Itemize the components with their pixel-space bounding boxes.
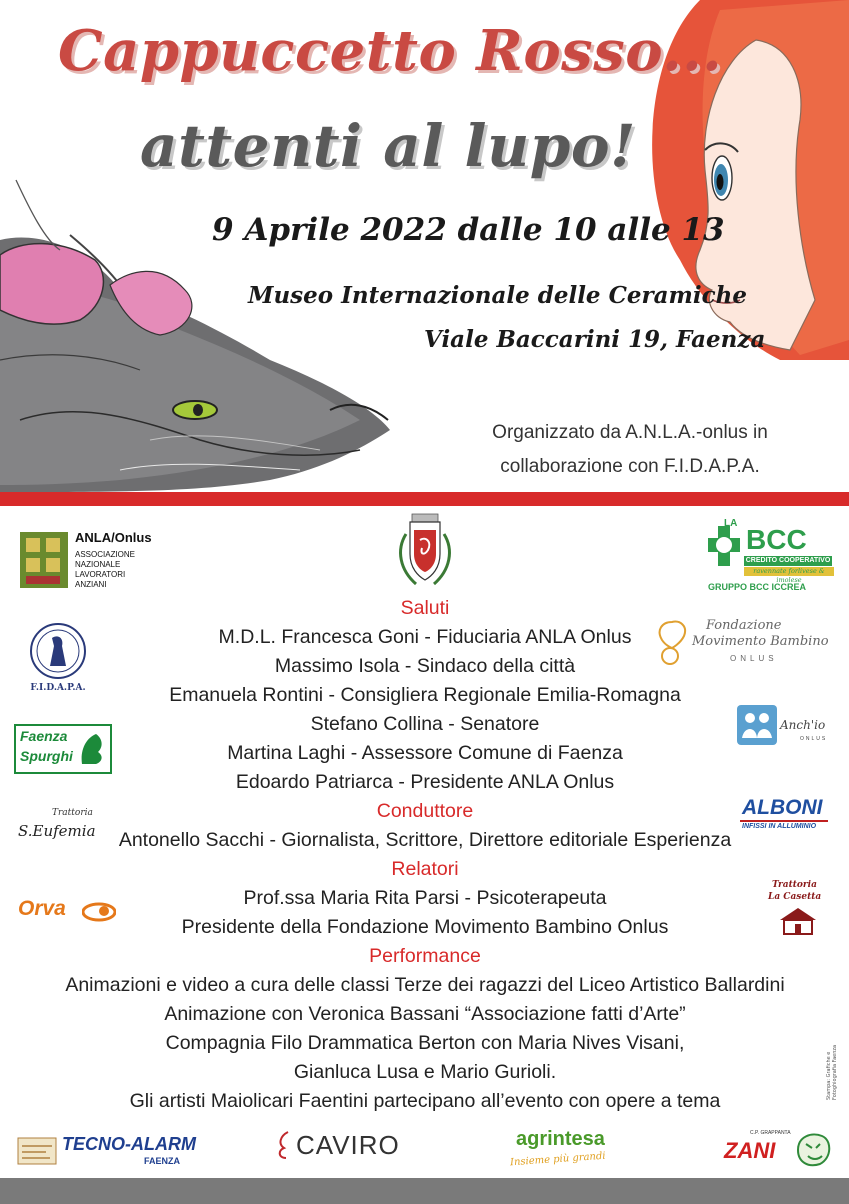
- venue-name: Museo Internazionale delle Ceramiche: [248, 282, 747, 309]
- faenza-spurghi-line1: Faenza: [20, 728, 68, 744]
- saluti-item: Martina Laghi - Assessore Comune di Faenza: [227, 742, 623, 764]
- poster-title-line2: attenti al lupo!: [140, 112, 636, 180]
- faenza-crest-logo: [392, 510, 458, 590]
- performance-heading: Performance: [369, 945, 481, 967]
- performance-item: Gianluca Lusa e Mario Gurioli.: [293, 1061, 557, 1083]
- agrintesa-logo: [508, 1128, 624, 1170]
- anla-emblem-icon: [18, 530, 70, 590]
- saluti-item: Emanuela Rontini - Consigliera Regionale Emilia-Romagna: [169, 684, 681, 706]
- bcc-sub: CREDITO COOPERATIVO: [745, 557, 831, 564]
- saluti-item: Massimo Isola - Sindaco della città: [274, 655, 576, 677]
- tecno-alarm-label: TECNO-ALARM: [62, 1134, 196, 1154]
- tecno-alarm-faenza: FAENZA: [144, 1156, 180, 1166]
- bcc-main: BCC: [746, 524, 807, 555]
- organizer-text: [470, 416, 790, 484]
- saluti-item: Edoardo Patriarca - Presidente ANLA Onlus: [235, 771, 615, 793]
- event-program: [40, 594, 810, 1116]
- grape-icon: [274, 1130, 294, 1160]
- bottom-bar: [0, 1178, 849, 1204]
- bcc-tag: ravennate forlivese & imolese: [744, 567, 834, 576]
- anchio-label: Anch'io: [780, 718, 826, 732]
- anla-logo: [18, 530, 178, 592]
- anla-sub1: ASSOCIAZIONE: [75, 550, 136, 559]
- venue-address: Viale Baccarini 19, Faenza: [424, 326, 766, 353]
- relatori-heading: Relatori: [391, 858, 459, 880]
- fondazione-line1: Fondazione: [706, 618, 782, 633]
- anchio-sub: ONLUS: [800, 736, 828, 742]
- bcc-cross-icon: [706, 524, 742, 568]
- performance-item: Animazioni e video a cura delle classi Terze dei ragazzi del Liceo Artistico Ballardini: [65, 974, 785, 996]
- saluti-heading: Saluti: [400, 597, 450, 619]
- agrintesa-label: agrintesa: [516, 1128, 605, 1150]
- fidapa-label: F.I.D.A.P.A.: [30, 683, 86, 693]
- faenza-spurghi-line2: Spurghi: [20, 748, 73, 764]
- wolf-ear: [0, 244, 103, 325]
- performance-item: Gli artisti Maiolicari Faentini partecipano all’evento con opere a tema: [129, 1090, 721, 1112]
- conduttore-heading: Conduttore: [376, 800, 474, 822]
- alboni-label: ALBONI: [742, 796, 823, 819]
- bcc-la: LA: [724, 518, 738, 529]
- tiger-icon: [794, 1130, 834, 1168]
- performance-item: Animazione con Veronica Bassani “Associazione fatti d’Arte”: [164, 1003, 686, 1025]
- event-date: 9 Aprile 2022 dalle 10 alle 13: [212, 212, 725, 248]
- orva-label: Orva: [18, 897, 66, 920]
- bcc-gruppo: GRUPPO BCC ICCREA: [708, 582, 807, 592]
- zani-label: ZANI: [724, 1138, 776, 1163]
- anla-sub2: NAZIONALE: [75, 560, 121, 569]
- s-eufemia-label: S.Eufemia: [18, 822, 96, 840]
- zani-small: C.P. GRAPPANTA: [750, 1130, 791, 1136]
- conduttore-item: Antonello Sacchi - Giornalista, Scrittore, Direttore editoriale Esperienza: [118, 829, 732, 851]
- saluti-item: Stefano Collina - Senatore: [310, 713, 540, 735]
- zani-logo: [724, 1130, 836, 1170]
- poster-title-line1: Cappuccetto Rosso...: [58, 18, 723, 84]
- anla-title: ANLA/Onlus: [75, 530, 152, 545]
- caviro-logo: [274, 1128, 424, 1164]
- relatori-item: Presidente della Fondazione Movimento Bambino Onlus: [181, 916, 669, 938]
- agrintesa-tag: Insieme più grandi: [509, 1150, 606, 1169]
- trattoria-label: Trattoria: [52, 808, 93, 818]
- red-divider: [0, 492, 849, 506]
- print-credit: Stampa: Grafiche e Fotoghiografia Faenza: [826, 1044, 838, 1100]
- fondazione-line2: Movimento Bambino: [692, 634, 829, 649]
- anla-sub3: LAVORATORI: [75, 570, 126, 579]
- organizer-line1: Organizzato da A.N.L.A.-onlus in: [492, 422, 768, 443]
- relatori-item: Prof.ssa Maria Rita Parsi - Psicoterapeuta: [243, 887, 607, 909]
- caviro-label: CAVIRO: [296, 1130, 400, 1160]
- organizer-line2: collaborazione con F.I.D.A.P.A.: [500, 456, 760, 477]
- bcc-logo: [704, 520, 834, 600]
- fondazione-line3: ONLUS: [730, 654, 778, 663]
- alboni-sub: INFISSI IN ALLUMINIO: [742, 823, 817, 830]
- casetta-line2: La Casetta: [768, 892, 822, 902]
- casetta-line1: Trattoria: [772, 880, 817, 890]
- tecno-alarm-logo: [16, 1132, 196, 1172]
- saluti-item: M.D.L. Francesca Goni - Fiduciaria ANLA Onlus: [218, 626, 632, 648]
- anla-sub4: ANZIANI: [75, 580, 107, 589]
- performance-item: Compagnia Filo Drammatica Berton con Maria Nives Visani,: [165, 1032, 685, 1054]
- tecno-alarm-emblem-icon: [16, 1134, 60, 1168]
